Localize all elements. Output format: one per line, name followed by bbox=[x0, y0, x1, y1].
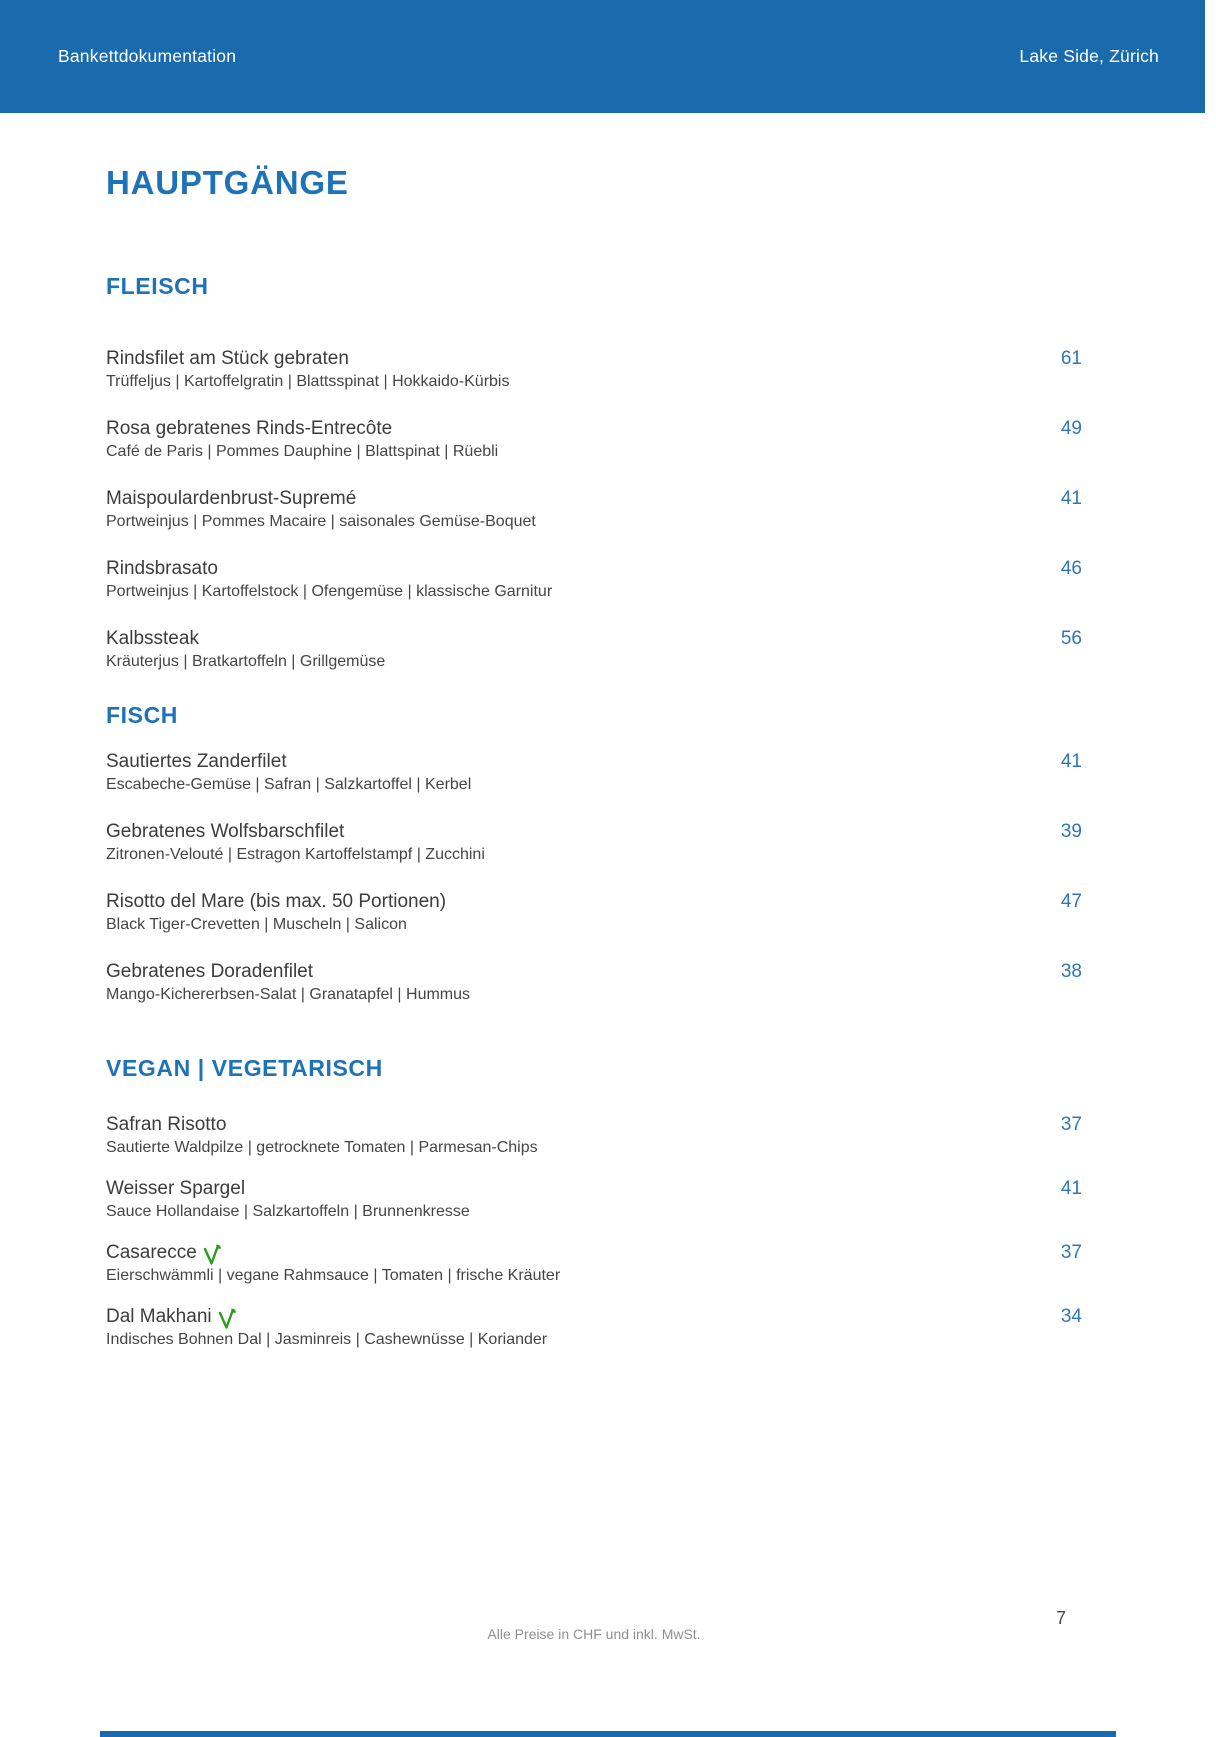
menu-item bbox=[106, 960, 1082, 1006]
menu-item-header bbox=[106, 417, 1082, 441]
menu-item-name: Safran Risotto bbox=[106, 1114, 227, 1135]
menu-item-header bbox=[106, 820, 1082, 844]
menu-item bbox=[106, 627, 1082, 673]
menu-item-header bbox=[106, 890, 1082, 914]
menu-item-name: Rindsfilet am Stück gebraten bbox=[106, 348, 349, 369]
menu-item-description: Sauce Hollandaise | Salzkartoffeln | Brunnenkresse bbox=[106, 1203, 470, 1220]
menu-item bbox=[106, 1241, 1082, 1287]
page-number: 7 bbox=[1055, 1608, 1066, 1628]
menu-item-header bbox=[106, 347, 1082, 371]
menu-section bbox=[106, 1053, 1082, 1351]
menu-item-header bbox=[106, 1241, 1082, 1265]
menu-item-name: Gebratenes Doradenfilet bbox=[106, 961, 314, 982]
header-bar bbox=[0, 0, 1205, 113]
menu-item bbox=[106, 1177, 1082, 1223]
menu-item bbox=[106, 1113, 1082, 1159]
vegan-leaf-v-icon bbox=[202, 1244, 221, 1266]
menu-item bbox=[106, 417, 1082, 463]
header-location: Lake Side, Zürich bbox=[1019, 46, 1159, 66]
menu-item-price: 41 bbox=[1060, 488, 1082, 509]
menu-item-header bbox=[106, 1177, 1082, 1201]
menu-item-header bbox=[106, 1113, 1082, 1137]
menu-item-name: Rosa gebratenes Rinds-Entrecôte bbox=[106, 418, 393, 439]
menu-item-price: 37 bbox=[1060, 1114, 1082, 1135]
menu-item bbox=[106, 890, 1082, 936]
menu-item-price: 38 bbox=[1060, 961, 1082, 982]
menu-item-description: Trüffeljus | Kartoffelgratin | Blattsspinat | Hokkaido-Kürbis bbox=[106, 373, 510, 390]
menu-item bbox=[106, 557, 1082, 603]
menu-item-description: Mango-Kichererbsen-Salat | Granatapfel | Hummus bbox=[106, 986, 471, 1003]
menu-item-price: 37 bbox=[1060, 1242, 1082, 1263]
menu-item-header bbox=[106, 1305, 1082, 1329]
menu-item-name: Casarecce bbox=[106, 1242, 197, 1263]
next-page-top-edge bbox=[100, 1731, 1116, 1737]
menu-item-description: Sautierte Waldpilze | getrocknete Tomaten | Parmesan-Chips bbox=[106, 1139, 538, 1156]
menu-item-description: Café de Paris | Pommes Dauphine | Blattspinat | Rüebli bbox=[106, 443, 499, 460]
menu-item-name: Weisser Spargel bbox=[106, 1178, 246, 1199]
menu-item-description: Portweinjus | Kartoffelstock | Ofengemüse | klassische Garnitur bbox=[106, 583, 553, 600]
menu-section bbox=[106, 700, 1082, 1006]
menu-item-name: Sautiertes Zanderfilet bbox=[106, 751, 287, 772]
menu-item-price: 49 bbox=[1060, 418, 1082, 439]
menu-item bbox=[106, 347, 1082, 393]
menu-item-price: 47 bbox=[1060, 891, 1082, 912]
header-document-title: Bankettdokumentation bbox=[58, 46, 237, 66]
menu-item-description: Kräuterjus | Bratkartoffeln | Grillgemüse bbox=[106, 653, 386, 670]
menu-item-description: Black Tiger-Crevetten | Muscheln | Salicon bbox=[106, 916, 407, 933]
menu-item-price: 56 bbox=[1060, 628, 1082, 649]
menu-section bbox=[106, 271, 1082, 673]
menu-item-name: Risotto del Mare (bis max. 50 Portionen) bbox=[106, 891, 447, 912]
menu-item-description: Zitronen-Velouté | Estragon Kartoffelstampf | Zucchini bbox=[106, 846, 485, 863]
menu-item bbox=[106, 487, 1082, 533]
menu-item-description: Escabeche-Gemüse | Safran | Salzkartoffel | Kerbel bbox=[106, 776, 472, 793]
menu-item-header bbox=[106, 960, 1082, 984]
menu-item-description: Indisches Bohnen Dal | Jasminreis | Cashewnüsse | Koriander bbox=[106, 1331, 548, 1348]
menu-item-name: Maispoulardenbrust-Supremé bbox=[106, 488, 357, 509]
menu-item-description: Eierschwämmli | vegane Rahmsauce | Tomaten | frische Kräuter bbox=[106, 1267, 561, 1284]
menu-item-price: 41 bbox=[1060, 1178, 1082, 1199]
menu-item-price: 34 bbox=[1060, 1306, 1082, 1327]
menu-item bbox=[106, 750, 1082, 796]
menu-item-price: 61 bbox=[1060, 348, 1082, 369]
menu-item bbox=[106, 820, 1082, 866]
menu-item bbox=[106, 1305, 1082, 1351]
section-heading: FISCH bbox=[106, 702, 178, 728]
menu-item-header bbox=[106, 750, 1082, 774]
section-heading: VEGAN | VEGETARISCH bbox=[106, 1055, 383, 1081]
menu-item-name: Gebratenes Wolfsbarschfilet bbox=[106, 821, 345, 842]
menu-item-price: 41 bbox=[1060, 751, 1082, 772]
menu-item-header bbox=[106, 487, 1082, 511]
menu-item-price: 46 bbox=[1060, 558, 1082, 579]
menu-item-header bbox=[106, 557, 1082, 581]
menu-item-name: Rindsbrasato bbox=[106, 558, 218, 579]
footer-price-note: Alle Preise in CHF und inkl. MwSt. bbox=[487, 1626, 701, 1642]
menu-item-price: 39 bbox=[1060, 821, 1082, 842]
page-title: HAUPTGÄNGE bbox=[106, 164, 349, 201]
menu-item-name: Dal Makhani bbox=[106, 1306, 212, 1327]
vegan-leaf-v-icon bbox=[217, 1308, 236, 1330]
menu-item-name: Kalbssteak bbox=[106, 628, 199, 649]
menu-content bbox=[0, 113, 1216, 1369]
menu-item-description: Portweinjus | Pommes Macaire | saisonales Gemüse-Boquet bbox=[106, 513, 536, 530]
menu-sections bbox=[106, 271, 1082, 1351]
menu-item-header bbox=[106, 627, 1082, 651]
section-heading: FLEISCH bbox=[106, 273, 209, 299]
